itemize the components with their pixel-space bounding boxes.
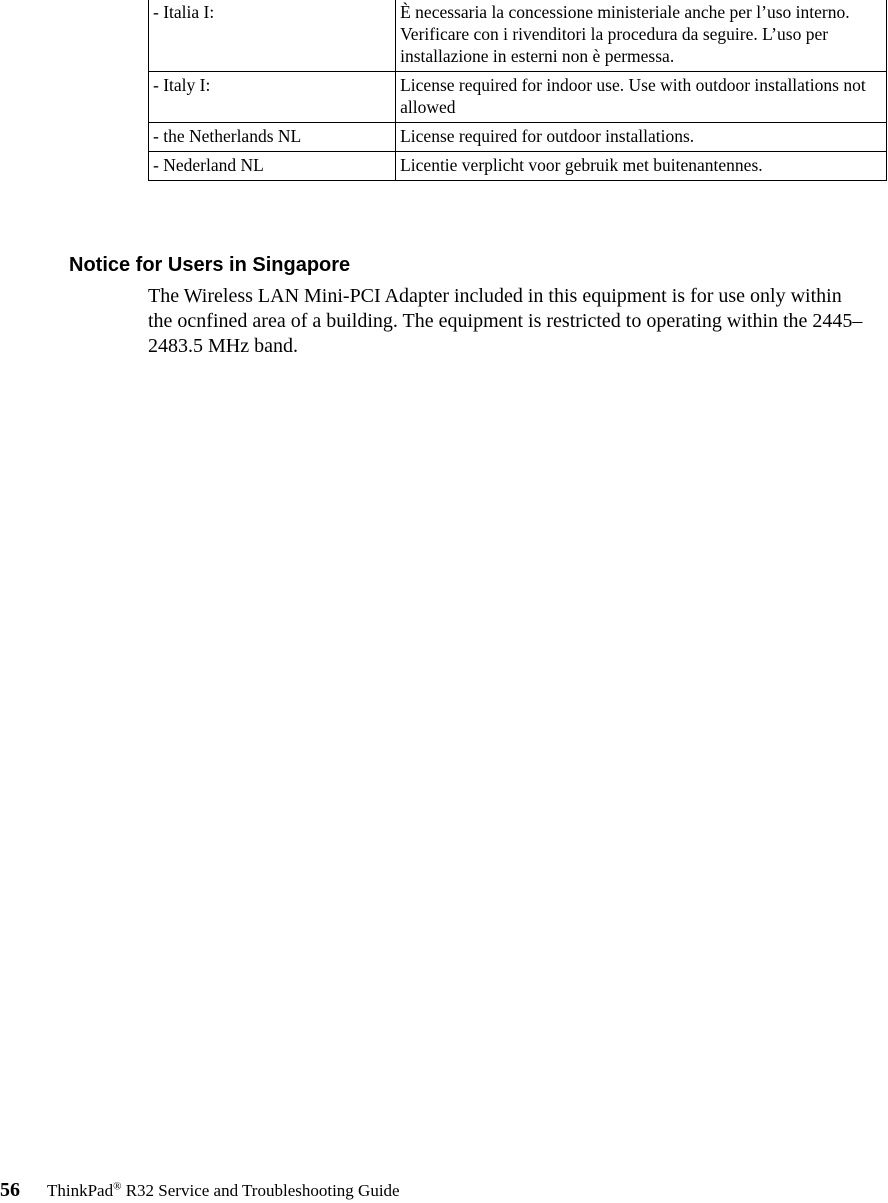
- table-row: [149, 152, 887, 181]
- table-row: [149, 123, 887, 152]
- page-footer: [0, 1178, 400, 1203]
- country-restrictions-table: [148, 0, 887, 181]
- country-cell: - Italy I:: [149, 72, 396, 123]
- page-number: 56: [0, 1179, 20, 1201]
- table-row: [149, 72, 887, 123]
- requirement-cell: È necessaria la concessione ministeriale anche per l’uso interno. Verificare con i rivenditori la procedura da seguire. L’uso per installazione in esterni non è permessa.: [396, 0, 887, 72]
- requirement-cell: License required for indoor use. Use with outdoor installations not allowed: [396, 72, 887, 123]
- table-row: [149, 0, 887, 72]
- country-cell: - the Netherlands NL: [149, 123, 396, 152]
- requirement-cell: Licentie verplicht voor gebruik met buitenantennes.: [396, 152, 887, 181]
- country-cell: - Italia I:: [149, 0, 396, 72]
- country-cell: - Nederland NL: [149, 152, 396, 181]
- requirement-cell: License required for outdoor installations.: [396, 123, 887, 152]
- footer-title-part1: ThinkPad: [47, 1181, 114, 1200]
- footer-title-part2: R32 Service and Troubleshooting Guide: [121, 1181, 400, 1200]
- registered-mark: ®: [113, 1180, 122, 1193]
- singapore-notice-heading: Notice for Users in Singapore: [69, 254, 351, 276]
- singapore-notice-body: The Wireless LAN Mini-PCI Adapter included in this equipment is for use only within the ocnfined area of a building. The equipment is restricted to operating within the 2445–2483.5 MHz band.: [148, 285, 863, 357]
